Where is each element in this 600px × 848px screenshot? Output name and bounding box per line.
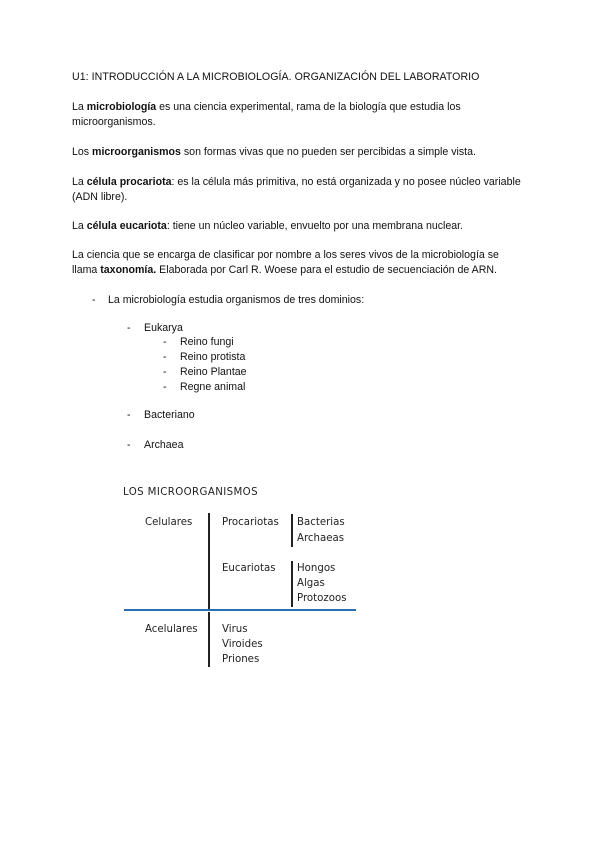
paragraph-taxonomia (72, 248, 527, 278)
bold-term: célula eucariota (86, 220, 167, 232)
divider-line (291, 561, 293, 607)
bullet-dash: - (92, 294, 96, 306)
bullet-dash: - (127, 439, 131, 451)
bullet-dash: - (127, 409, 131, 421)
bullet-dash: - (163, 366, 167, 378)
diagram-hongos: Hongos (297, 563, 336, 574)
text: La ciencia que se encarga de clasificar por nombre a los seres vivos de la microbiología se llama (72, 249, 499, 276)
diagram-archaeas: Archaeas (297, 533, 345, 544)
diagram-viroides: Viroides (222, 639, 263, 650)
diagram-virus: Virus (222, 624, 248, 635)
paragraph-procariota (72, 175, 527, 205)
text: : es la célula más primitiva, no está organizada y no posee núcleo variable (ADN libre). (72, 176, 521, 203)
bullet-dash: - (163, 336, 167, 348)
diagram-celulares: Celulares (145, 517, 193, 528)
page-title: U1: INTRODUCCIÓN A LA MICROBIOLOGÍA. ORGANIZACIÓN DEL LABORATORIO (72, 71, 480, 83)
list-item-reino: Reino Plantae (180, 366, 247, 378)
diagram-algas: Algas (297, 578, 325, 589)
bold-term: célula procariota (86, 176, 172, 188)
bullet-dash: - (163, 381, 167, 393)
bold-term: microorganismos (92, 146, 181, 158)
bold-term: microbiología (86, 101, 157, 113)
text: : tiene un núcleo variable, envuelto por una membrana nuclear. (166, 220, 464, 232)
list-item-reino: Reino protista (180, 351, 246, 363)
text: La (72, 220, 87, 232)
paragraph-microbiologia (72, 100, 527, 130)
list-item-reino: Regne animal (180, 381, 246, 393)
diagram-priones: Priones (222, 654, 260, 665)
list-item-bacteriano: Bacteriano (144, 409, 195, 421)
diagram-acelulares: Acelulares (145, 624, 198, 635)
diagram-protozoos: Protozoos (297, 593, 347, 604)
text: Los (72, 146, 93, 158)
diagram-heading: LOS MICROORGANISMOS (123, 487, 258, 498)
text: son formas vivas que no pueden ser percibidas a simple vista. (180, 146, 476, 158)
bullet-dash: - (163, 351, 167, 363)
bullet-dash: - (127, 322, 131, 334)
text: La (72, 101, 87, 113)
divider-line (291, 514, 293, 547)
separator-line (124, 609, 356, 611)
paragraph-microorganismos (72, 145, 527, 160)
divider-line (208, 612, 210, 667)
text: La (72, 176, 87, 188)
list-item-archaea: Archaea (144, 439, 184, 451)
text: Elaborada por Carl R. Woese para el estudio de secuenciación de ARN. (156, 264, 497, 276)
paragraph-eucariota (72, 219, 527, 234)
list-item-reino: Reino fungi (180, 336, 234, 348)
list-intro: La microbiología estudia organismos de tres dominios: (108, 294, 365, 306)
diagram-procariotas: Procariotas (222, 517, 279, 528)
list-item-eukarya: Eukarya (144, 322, 183, 334)
text: es una ciencia experimental, rama de la biología que estudia los microorganismos. (72, 101, 461, 128)
bold-term: taxonomía. (100, 264, 157, 276)
divider-line (208, 513, 210, 610)
diagram-bacterias: Bacterias (297, 517, 345, 528)
diagram-eucariotas: Eucariotas (222, 563, 276, 574)
